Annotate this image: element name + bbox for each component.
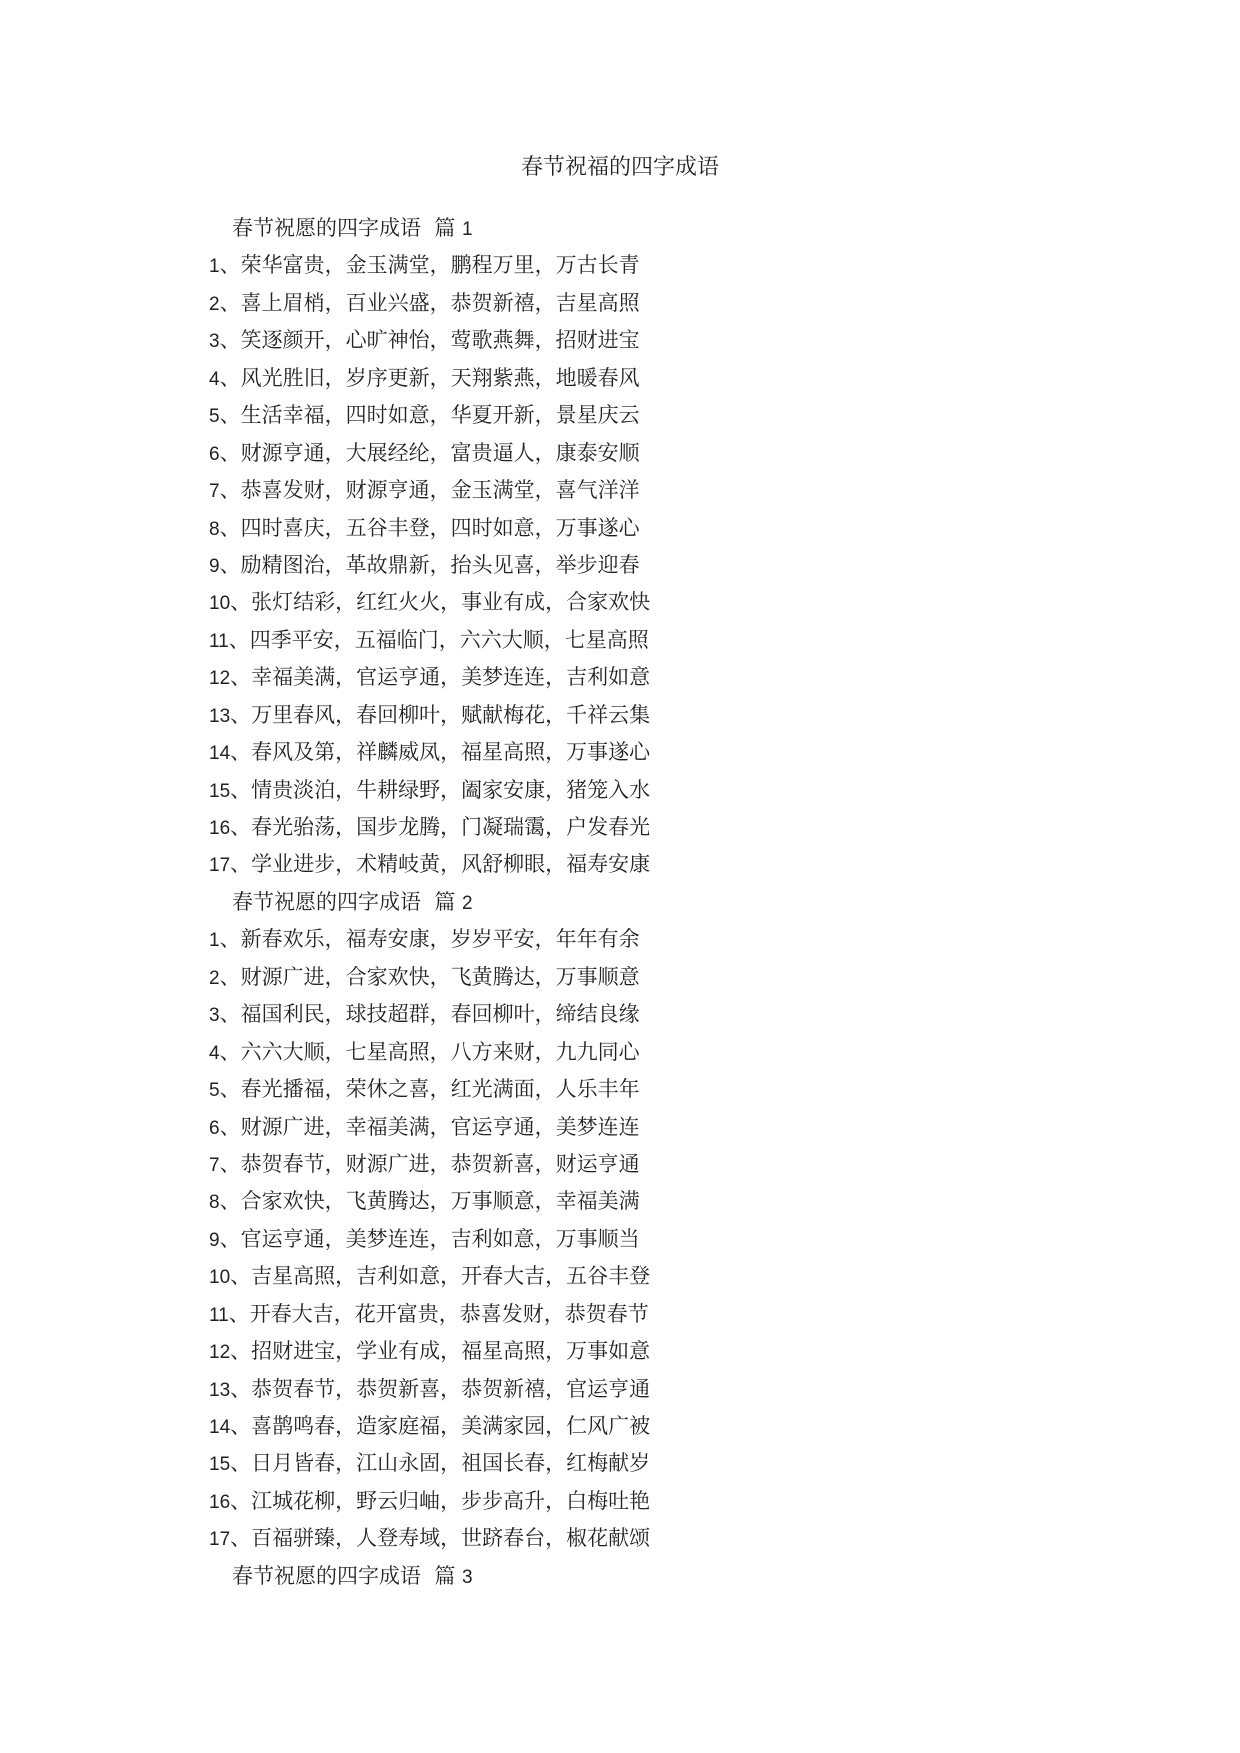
item-text: 恭贺春节，恭贺新喜，恭贺新禧，官运亨通 — [251, 1376, 651, 1401]
item-text: 新春欢乐，福寿安康，岁岁平安，年年有余 — [240, 927, 640, 952]
item-text: 恭贺春节，财源广进，恭贺新喜，财运亨通 — [240, 1151, 640, 1176]
item-number: 7 — [209, 481, 220, 503]
section-label: 篇 — [434, 216, 456, 240]
idiom-list-item — [209, 1109, 769, 1146]
item-separator: 、 — [219, 1039, 241, 1064]
item-separator: 、 — [219, 440, 241, 465]
item-number: 8 — [209, 1192, 220, 1214]
item-separator: 、 — [230, 1488, 252, 1513]
item-separator: 、 — [230, 1339, 252, 1364]
item-separator: 、 — [219, 1002, 241, 1027]
item-number: 17 — [209, 855, 231, 877]
item-number: 12 — [209, 668, 231, 690]
item-separator: 、 — [219, 403, 241, 428]
item-text: 励精图治，革故鼎新，抬头见喜，举步迎春 — [240, 552, 640, 577]
item-number: 10 — [209, 593, 231, 615]
idiom-list-item — [209, 1221, 769, 1258]
item-text: 学业进步，术精岐黄，风舒柳眼，福寿安康 — [251, 852, 651, 877]
item-number: 2 — [209, 967, 220, 989]
item-separator: 、 — [219, 1226, 241, 1251]
item-separator: 、 — [228, 1301, 250, 1326]
idiom-list-item — [209, 1483, 769, 1520]
item-separator: 、 — [230, 852, 252, 877]
item-number: 4 — [209, 368, 220, 390]
item-number: 4 — [209, 1042, 220, 1064]
item-separator: 、 — [219, 927, 241, 952]
item-number: 10 — [209, 1267, 231, 1289]
item-text: 日月皆春，江山永固，祖国长春，红梅献岁 — [251, 1451, 651, 1476]
idiom-list-item — [209, 1520, 769, 1557]
item-separator: 、 — [228, 627, 250, 652]
item-text: 四时喜庆，五谷丰登，四时如意，万事遂心 — [240, 515, 640, 540]
item-text: 春光骀荡，国步龙腾，门凝瑞霭，户发春光 — [251, 815, 651, 839]
item-number: 17 — [209, 1529, 231, 1551]
item-text: 春光播福，荣休之喜，红光满面，人乐丰年 — [240, 1077, 640, 1102]
item-number: 11 — [209, 1304, 229, 1326]
item-text: 福国利民，球技超群，春回柳叶，缔结良缘 — [240, 1002, 640, 1027]
item-separator: 、 — [230, 815, 252, 839]
item-text: 生活幸福，四时如意，华夏开新，景星庆云 — [240, 403, 640, 428]
item-number: 9 — [209, 555, 220, 577]
item-separator: 、 — [230, 1526, 252, 1551]
section-heading-text: 春节祝愿的四字成语 — [232, 1563, 421, 1588]
item-separator: 、 — [230, 740, 252, 765]
item-separator: 、 — [219, 365, 241, 390]
item-separator: 、 — [219, 328, 241, 353]
item-separator: 、 — [219, 1189, 241, 1214]
item-separator: 、 — [230, 1264, 252, 1289]
idiom-list-item — [209, 1071, 769, 1108]
section-number: 2 — [462, 892, 473, 914]
item-separator: 、 — [219, 1151, 241, 1176]
idiom-list-item — [209, 1183, 769, 1220]
item-separator: 、 — [230, 777, 252, 802]
idiom-list-item — [209, 1333, 769, 1370]
idiom-list-item — [209, 959, 769, 996]
idiom-list-item — [209, 1146, 769, 1183]
item-number: 15 — [209, 1454, 231, 1476]
item-number: 12 — [209, 1342, 231, 1364]
idiom-list-item — [209, 1445, 769, 1482]
item-text: 开春大吉，花开富贵，恭喜发财，恭贺春节 — [249, 1301, 649, 1326]
item-number: 11 — [209, 630, 229, 652]
idiom-list-item — [209, 772, 769, 809]
section-heading-text: 春节祝愿的四字成语 — [232, 216, 421, 240]
section-heading — [209, 210, 769, 247]
item-text: 财源亨通，大展经纶，富贵逼人，康泰安顺 — [240, 440, 640, 465]
item-text: 四季平安，五福临门，六六大顺，七星高照 — [249, 627, 649, 652]
item-text: 财源广进，幸福美满，官运亨通，美梦连连 — [240, 1114, 640, 1139]
item-number: 6 — [209, 443, 220, 465]
section-heading — [209, 884, 769, 921]
item-number: 5 — [209, 1080, 220, 1102]
idiom-list-item — [209, 734, 769, 771]
item-number: 16 — [209, 818, 231, 839]
item-text: 笑逐颜开，心旷神怡，莺歌燕舞，招财进宝 — [240, 328, 640, 353]
idiom-list-item — [209, 547, 769, 584]
idiom-list-item — [209, 285, 769, 322]
item-text: 风光胜旧，岁序更新，天翔紫燕，地暖春风 — [240, 365, 640, 390]
idiom-list-item — [209, 360, 769, 397]
section-label: 篇 — [434, 1563, 456, 1588]
item-text: 春风及第，祥麟威凤，福星高照，万事遂心 — [251, 740, 651, 765]
idiom-list-item — [209, 584, 769, 621]
item-text: 官运亨通，美梦连连，吉利如意，万事顺当 — [240, 1226, 640, 1251]
idiom-list-item — [209, 435, 769, 472]
item-number: 6 — [209, 1117, 220, 1139]
idiom-list-item — [209, 809, 769, 846]
item-separator: 、 — [219, 964, 241, 989]
item-separator: 、 — [230, 1414, 252, 1438]
item-text: 合家欢快，飞黄腾达，万事顺意，幸福美满 — [240, 1189, 640, 1214]
idiom-list-item — [209, 1371, 769, 1408]
document-title: 春节祝福的四字成语 — [520, 155, 719, 180]
idiom-list-item — [209, 510, 769, 547]
item-separator: 、 — [230, 1451, 252, 1476]
item-text: 幸福美满，官运亨通，美梦连连，吉利如意 — [251, 665, 651, 690]
item-text: 张灯结彩，红红火火，事业有成，合家欢快 — [251, 590, 651, 615]
item-text: 恭喜发财，财源亨通，金玉满堂，喜气洋洋 — [240, 478, 640, 503]
idiom-list-item — [209, 697, 769, 734]
item-separator: 、 — [230, 590, 252, 615]
section-number: 3 — [462, 1566, 473, 1588]
item-text: 六六大顺，七星高照，八方来财，九九同心 — [240, 1039, 640, 1064]
item-number: 3 — [209, 1005, 220, 1027]
idiom-list-item — [209, 921, 769, 958]
item-number: 7 — [209, 1154, 220, 1176]
idiom-list-item — [209, 1258, 769, 1295]
item-number: 1 — [209, 930, 220, 952]
document-body — [209, 210, 769, 1595]
item-separator: 、 — [219, 290, 241, 315]
section-heading — [209, 1558, 769, 1595]
item-text: 喜上眉梢，百业兴盛，恭贺新禧，吉星高照 — [240, 290, 640, 315]
item-number: 13 — [209, 1379, 231, 1401]
item-separator: 、 — [219, 1077, 241, 1102]
section-label: 篇 — [434, 889, 456, 914]
idiom-list-item — [209, 1034, 769, 1071]
item-text: 江城花柳，野云归岫，步步高升，白梅吐艳 — [251, 1488, 651, 1513]
item-separator: 、 — [230, 702, 252, 727]
item-separator: 、 — [219, 515, 241, 540]
idiom-list-item — [209, 247, 769, 284]
item-text: 吉星高照，吉利如意，开春大吉，五谷丰登 — [251, 1264, 651, 1289]
item-number: 13 — [209, 705, 231, 727]
item-number: 5 — [209, 406, 220, 428]
item-text: 招财进宝，学业有成，福星高照，万事如意 — [251, 1339, 651, 1364]
item-number: 8 — [209, 518, 220, 540]
item-text: 荣华富贵，金玉满堂，鹏程万里，万古长青 — [240, 253, 640, 278]
idiom-list-item — [209, 1408, 769, 1445]
idiom-list-item — [209, 472, 769, 509]
item-separator: 、 — [219, 552, 241, 577]
idiom-list-item — [209, 1296, 769, 1333]
item-number: 14 — [209, 743, 231, 765]
item-number: 15 — [209, 780, 231, 802]
item-text: 情贵淡泊，牛耕绿野，阖家安康，猪笼入水 — [251, 777, 651, 802]
item-separator: 、 — [219, 253, 241, 278]
item-number: 16 — [209, 1491, 231, 1513]
item-text: 财源广进，合家欢快，飞黄腾达，万事顺意 — [240, 964, 640, 989]
section-number: 1 — [462, 219, 473, 240]
idiom-list-item — [209, 322, 769, 359]
idiom-list-item — [209, 846, 769, 883]
section-heading-text: 春节祝愿的四字成语 — [232, 889, 421, 914]
item-separator: 、 — [230, 665, 252, 690]
item-separator: 、 — [219, 1114, 241, 1139]
item-number: 2 — [209, 293, 220, 315]
item-number: 1 — [209, 256, 220, 278]
idiom-list-item — [209, 622, 769, 659]
idiom-list-item — [209, 397, 769, 434]
item-number: 14 — [209, 1417, 231, 1438]
item-text: 喜鹊鸣春，造家庭福，美满家园，仁风广被 — [251, 1414, 651, 1438]
item-number: 9 — [209, 1229, 220, 1251]
item-text: 百福骈臻，人登寿域，世跻春台，椒花献颂 — [251, 1526, 651, 1551]
idiom-list-item — [209, 996, 769, 1033]
idiom-list-item — [209, 659, 769, 696]
item-text: 万里春风，春回柳叶，赋献梅花，千祥云集 — [251, 702, 651, 727]
item-separator: 、 — [219, 478, 241, 503]
item-separator: 、 — [230, 1376, 252, 1401]
item-number: 3 — [209, 331, 220, 353]
